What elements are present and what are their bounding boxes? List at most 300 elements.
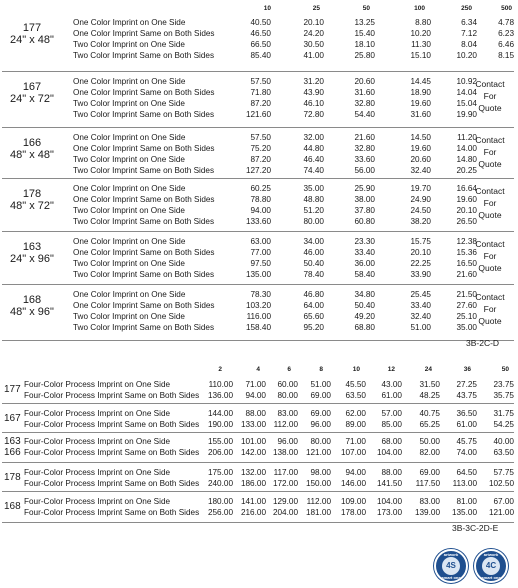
product-number: 163: [22, 241, 42, 253]
price-cell: 80.00: [303, 217, 324, 226]
price-cell: 117.50: [415, 479, 440, 488]
price-cell: 40.75: [419, 409, 440, 418]
table2-quantity-header: 24: [424, 366, 432, 373]
price-cell: 135.00: [451, 508, 477, 517]
price-cell: 32.00: [303, 133, 324, 142]
table1-quantity-header: 25: [312, 5, 320, 12]
price-cell: 133.00: [240, 420, 266, 429]
price-cell: 61.00: [456, 420, 477, 429]
price-cell: 142.00: [240, 448, 266, 457]
price-cell: 33.90: [410, 270, 431, 279]
price-cell: 10.20: [410, 29, 431, 38]
price-cell: 50.40: [354, 301, 375, 310]
price-cell: 50.40: [303, 259, 324, 268]
product-number: 167: [4, 413, 21, 424]
price-cell: 34.80: [354, 290, 375, 299]
price-cell: 57.75: [493, 468, 514, 477]
price-cell: 80.00: [277, 391, 298, 400]
table1-quantity-header: 50: [362, 5, 370, 12]
price-cell: 85.40: [250, 51, 271, 60]
imprint-option-label: One Color Imprint Same on Both Sides: [73, 144, 215, 153]
price-cell: 19.90: [456, 110, 477, 119]
price-cell: 21.60: [456, 270, 477, 279]
price-cell: 112.00: [306, 497, 331, 506]
price-cell: 181.00: [305, 508, 331, 517]
imprint-option-label: Four-Color Process Imprint Same on Both Sides: [24, 448, 200, 457]
price-cell: 138.00: [272, 448, 298, 457]
price-cell: 24.50: [410, 206, 431, 215]
price-cell: 31.50: [419, 380, 440, 389]
price-cell: 94.00: [250, 206, 271, 215]
price-cell: 64.50: [456, 468, 477, 477]
price-cell: 33.60: [354, 155, 375, 164]
price-cell: 25.80: [354, 51, 375, 60]
price-cell: 58.40: [354, 270, 375, 279]
table-row: [2, 236, 514, 247]
imprint-option-label: One Color Imprint on One Side: [73, 77, 186, 86]
contact-line: Contact: [475, 239, 505, 249]
price-cell: 129.00: [272, 497, 298, 506]
imprint-option-label: Two Color Imprint on One Side: [73, 312, 185, 321]
table2-quantity-header: 12: [387, 366, 395, 373]
price-cell: 63.00: [250, 237, 271, 246]
price-cell: 25.10: [456, 312, 477, 321]
table-row: [2, 258, 514, 269]
product-size: 48" x 96": [10, 306, 54, 318]
table-row: [2, 247, 514, 258]
imprint-option-label: One Color Imprint on One Side: [73, 18, 186, 27]
price-cell: 69.00: [419, 468, 440, 477]
price-cell: 82.00: [419, 448, 440, 457]
table-row: [2, 269, 514, 280]
price-cell: 32.40: [410, 312, 431, 321]
contact-line: For: [483, 91, 497, 101]
price-cell: 34.00: [303, 237, 324, 246]
price-cell: 144.00: [207, 409, 233, 418]
price-cell: 6.46: [498, 40, 514, 49]
price-cell: 175.00: [207, 468, 233, 477]
price-cell: 121.00: [488, 508, 514, 517]
price-cell: 46.80: [303, 290, 324, 299]
contact-line: Contact: [475, 79, 505, 89]
table1-product-block: [2, 234, 514, 285]
table1-quantity-header: 100: [414, 5, 425, 12]
price-cell: 31.20: [303, 77, 324, 86]
contact-line: For: [483, 304, 497, 314]
product-number: 166: [4, 447, 21, 458]
imprint-option-label: One Color Imprint on One Side: [73, 290, 186, 299]
price-cell: 23.75: [493, 380, 514, 389]
product-size: 48" x 48": [10, 149, 54, 161]
table-row: [2, 289, 514, 300]
price-cell: 15.04: [456, 99, 477, 108]
price-cell: 81.00: [456, 497, 477, 506]
price-cell: 135.00: [245, 270, 271, 279]
table-row: [2, 467, 514, 478]
imprint-option-label: Two Color Imprint Same on Both Sides: [73, 110, 215, 119]
table1-product-block: [2, 15, 514, 72]
price-cell: 15.75: [410, 237, 431, 246]
table-row: [2, 28, 514, 39]
product-number: 177: [22, 22, 42, 34]
price-cell: 46.40: [303, 155, 324, 164]
artwork-badge-4s: [434, 549, 468, 583]
imprint-option-label: One Color Imprint Same on Both Sides: [73, 88, 215, 97]
price-cell: 32.80: [354, 144, 375, 153]
price-cell: 88.00: [381, 468, 402, 477]
price-cell: 112.00: [273, 420, 298, 429]
table-row: [2, 419, 514, 430]
price-cell: 48.80: [303, 195, 324, 204]
price-cell: 121.60: [245, 110, 271, 119]
price-cell: 113.00: [452, 479, 477, 488]
price-cell: 78.30: [250, 290, 271, 299]
price-cell: 19.60: [410, 144, 431, 153]
contact-line: For: [483, 147, 497, 157]
price-cell: 132.00: [240, 468, 266, 477]
table-row: [2, 87, 514, 98]
price-cell: 178.00: [340, 508, 366, 517]
price-cell: 23.30: [354, 237, 375, 246]
price-cell: 216.00: [240, 508, 266, 517]
price-cell: 45.75: [456, 437, 477, 446]
price-cell: 97.50: [250, 259, 271, 268]
table-row: [2, 447, 514, 458]
price-cell: 133.60: [245, 217, 271, 226]
price-cell: 74.40: [303, 166, 324, 175]
price-cell: 31.60: [410, 110, 431, 119]
price-cell: 26.50: [456, 217, 477, 226]
price-cell: 94.00: [245, 391, 266, 400]
price-cell: 25.90: [354, 184, 375, 193]
imprint-option-label: Two Color Imprint on One Side: [73, 99, 185, 108]
price-cell: 35.75: [493, 391, 514, 400]
price-cell: 27.25: [456, 380, 477, 389]
price-cell: 71.00: [245, 380, 266, 389]
price-cell: 31.60: [354, 88, 375, 97]
price-cell: 20.60: [410, 155, 431, 164]
table1-quantity-header: 10: [263, 5, 271, 12]
contact-line: Contact: [475, 292, 505, 302]
price-cell: 43.00: [381, 380, 402, 389]
table-row: [2, 109, 514, 120]
table-row: [2, 76, 514, 87]
price-cell: 25.45: [410, 290, 431, 299]
price-cell: 77.00: [250, 248, 271, 257]
table1-quantity-header: 250: [461, 5, 472, 12]
price-cell: 117.00: [273, 468, 298, 477]
price-cell: 51.20: [303, 206, 324, 215]
price-cell: 67.00: [493, 497, 514, 506]
price-cell: 20.25: [456, 166, 477, 175]
price-cell: 35.00: [456, 323, 477, 332]
badge-bottom-text: smart one: [441, 575, 461, 580]
price-cell: 24.20: [303, 29, 324, 38]
price-cell: 116.00: [246, 312, 271, 321]
table-row: [2, 408, 514, 419]
price-cell: 240.00: [207, 479, 233, 488]
price-cell: 20.10: [303, 18, 324, 27]
price-cell: 16.50: [456, 259, 477, 268]
table1-product-block: [2, 287, 514, 341]
product-size: 24" x 96": [10, 253, 54, 265]
imprint-option-label: One Color Imprint on One Side: [73, 237, 186, 246]
table2-code: 3B-3C-2D-E: [452, 523, 499, 533]
contact-line: Quote: [478, 210, 502, 220]
badge-top-text: artwork: [483, 552, 499, 557]
table1-quantity-header: 500: [501, 5, 512, 12]
price-cell: 15.10: [410, 51, 431, 60]
table2-quantity-header: 10: [352, 366, 360, 373]
imprint-option-label: One Color Imprint on One Side: [73, 133, 186, 142]
price-cell: 18.10: [354, 40, 375, 49]
price-cell: 57.50: [250, 133, 271, 142]
price-cell: 15.40: [354, 29, 375, 38]
table-row: [2, 436, 514, 447]
price-cell: 51.00: [310, 380, 331, 389]
table-row: [2, 322, 514, 333]
price-cell: 66.50: [250, 40, 271, 49]
price-cell: 69.00: [310, 391, 331, 400]
price-cell: 74.00: [456, 448, 477, 457]
price-cell: 206.00: [207, 448, 233, 457]
table2-product-block: [2, 494, 514, 523]
price-cell: 10.92: [456, 77, 477, 86]
imprint-option-label: Four-Color Process Imprint Same on Both Sides: [24, 479, 200, 488]
price-cell: 68.00: [381, 437, 402, 446]
price-cell: 180.00: [207, 497, 233, 506]
price-cell: 49.20: [354, 312, 375, 321]
price-cell: 14.50: [410, 133, 431, 142]
imprint-option-label: Two Color Imprint Same on Both Sides: [73, 323, 215, 332]
table-row: [2, 379, 514, 390]
price-cell: 46.00: [303, 248, 324, 257]
table-row: [2, 194, 514, 205]
table2-product-block: [2, 406, 514, 433]
table1-product-block: [2, 181, 514, 232]
product-number: 168: [22, 294, 42, 306]
imprint-option-label: One Color Imprint on One Side: [73, 184, 186, 193]
price-cell: 65.60: [303, 312, 324, 321]
price-cell: 186.00: [240, 479, 266, 488]
price-cell: 103.20: [245, 301, 271, 310]
contact-line: For: [483, 251, 497, 261]
imprint-option-label: Four-Color Process Imprint on One Side: [24, 468, 171, 477]
table2-quantity-header: 2: [218, 366, 222, 373]
imprint-option-label: One Color Imprint Same on Both Sides: [73, 301, 215, 310]
price-cell: 83.00: [277, 409, 298, 418]
price-cell: 57.00: [381, 409, 402, 418]
imprint-option-label: One Color Imprint Same on Both Sides: [73, 29, 215, 38]
price-cell: 43.90: [303, 88, 324, 97]
price-cell: 43.75: [456, 391, 477, 400]
price-cell: 83.00: [419, 497, 440, 506]
price-cell: 51.00: [410, 323, 431, 332]
table-row: [2, 132, 514, 143]
price-cell: 33.40: [410, 301, 431, 310]
price-cell: 101.00: [240, 437, 266, 446]
imprint-option-label: Four-Color Process Imprint on One Side: [24, 497, 171, 506]
price-cell: 139.00: [414, 508, 440, 517]
imprint-option-label: Two Color Imprint on One Side: [73, 40, 185, 49]
price-cell: 78.40: [303, 270, 324, 279]
price-cell: 19.60: [410, 99, 431, 108]
price-cell: 127.20: [245, 166, 271, 175]
price-cell: 14.00: [456, 144, 477, 153]
table-row: [2, 300, 514, 311]
price-cell: 33.40: [354, 248, 375, 257]
price-cell: 21.60: [354, 133, 375, 142]
table-row: [2, 143, 514, 154]
imprint-option-label: Four-Color Process Imprint Same on Both Sides: [24, 508, 200, 517]
price-cell: 30.50: [303, 40, 324, 49]
contact-line: Contact: [475, 186, 505, 196]
price-cell: 8.80: [415, 18, 431, 27]
price-cell: 50.00: [419, 437, 440, 446]
product-size: 48" x 72": [10, 200, 54, 212]
imprint-option-label: Four-Color Process Imprint on One Side: [24, 409, 171, 418]
price-cell: 14.80: [456, 155, 477, 164]
price-cell: 19.70: [410, 184, 431, 193]
table2-quantity-header: 36: [463, 366, 471, 373]
price-cell: 20.60: [354, 77, 375, 86]
contact-for-quote: [468, 134, 512, 170]
price-cell: 141.00: [240, 497, 266, 506]
price-cell: 71.80: [250, 88, 271, 97]
contact-line: Quote: [478, 316, 502, 326]
price-cell: 61.00: [381, 391, 402, 400]
price-cell: 38.00: [354, 195, 375, 204]
contact-line: Quote: [478, 159, 502, 169]
badge-center-text: 4S: [442, 557, 460, 575]
price-cell: 57.50: [250, 77, 271, 86]
price-cell: 96.00: [310, 420, 331, 429]
table1-product-block: [2, 74, 514, 128]
price-cell: 20.10: [410, 248, 431, 257]
price-cell: 78.80: [250, 195, 271, 204]
product-size: 24" x 48": [10, 34, 54, 46]
price-cell: 68.80: [354, 323, 375, 332]
price-cell: 37.80: [354, 206, 375, 215]
price-cell: 32.80: [354, 99, 375, 108]
imprint-option-label: Two Color Imprint on One Side: [73, 155, 185, 164]
table-row: [2, 17, 514, 28]
price-cell: 56.00: [354, 166, 375, 175]
table2-quantity-header: 8: [319, 366, 323, 373]
table-row: [2, 390, 514, 401]
price-cell: 48.25: [419, 391, 440, 400]
table-row: [2, 154, 514, 165]
table-row: [2, 50, 514, 61]
price-cell: 40.50: [250, 18, 271, 27]
contact-line: Quote: [478, 263, 502, 273]
price-cell: 87.20: [250, 155, 271, 164]
price-cell: 11.30: [411, 40, 431, 49]
table1-product-block: [2, 130, 514, 179]
contact-line: Contact: [475, 135, 505, 145]
table2-quantity-header: 50: [501, 366, 509, 373]
price-cell: 141.50: [376, 479, 402, 488]
product-number: 177: [4, 384, 21, 395]
price-cell: 110.00: [208, 380, 233, 389]
price-cell: 45.50: [345, 380, 366, 389]
table2-product-block: [2, 434, 514, 463]
price-cell: 172.00: [272, 479, 298, 488]
price-cell: 88.00: [245, 409, 266, 418]
price-cell: 107.00: [340, 448, 366, 457]
product-number: 178: [22, 188, 42, 200]
price-cell: 19.60: [456, 195, 477, 204]
price-cell: 155.00: [207, 437, 233, 446]
price-cell: 10.20: [456, 51, 477, 60]
price-cell: 80.00: [310, 437, 331, 446]
price-cell: 11.20: [457, 133, 477, 142]
price-cell: 104.00: [376, 497, 402, 506]
table2-quantity-header: 6: [287, 366, 291, 373]
price-cell: 136.00: [207, 391, 233, 400]
imprint-option-label: One Color Imprint Same on Both Sides: [73, 248, 215, 257]
imprint-option-label: Four-Color Process Imprint Same on Both Sides: [24, 391, 200, 400]
price-cell: 12.38: [456, 237, 477, 246]
table1-code: 3B-2C-D: [466, 338, 500, 348]
table-row: [2, 98, 514, 109]
price-cell: 32.40: [410, 166, 431, 175]
price-cell: 21.50: [456, 290, 477, 299]
imprint-option-label: Two Color Imprint on One Side: [73, 206, 185, 215]
price-cell: 24.90: [410, 195, 431, 204]
price-cell: 102.50: [488, 479, 514, 488]
product-number: 178: [4, 472, 21, 483]
table-row: [2, 507, 514, 518]
price-cell: 54.40: [354, 110, 375, 119]
price-cell: 158.40: [245, 323, 271, 332]
price-cell: 54.25: [493, 420, 514, 429]
price-cell: 62.00: [345, 409, 366, 418]
product-number: 166: [22, 137, 42, 149]
price-cell: 60.80: [354, 217, 375, 226]
table-row: [2, 205, 514, 216]
table-row: [2, 496, 514, 507]
product-number: 163: [4, 436, 21, 447]
imprint-option-label: Four-Color Process Imprint on One Side: [24, 380, 171, 389]
price-cell: 46.10: [303, 99, 324, 108]
price-cell: 8.15: [498, 51, 514, 60]
price-cell: 60.00: [277, 380, 298, 389]
contact-for-quote: [468, 78, 512, 114]
table-row: [2, 183, 514, 194]
badge-top-text: artwork: [443, 552, 459, 557]
price-cell: 109.00: [340, 497, 366, 506]
price-cell: 190.00: [207, 420, 233, 429]
price-cell: 150.00: [305, 479, 331, 488]
imprint-option-label: Four-Color Process Imprint on One Side: [24, 437, 171, 446]
price-cell: 75.20: [250, 144, 271, 153]
badge-bottom-text: smart one: [481, 575, 501, 580]
artwork-badge-4c: [474, 549, 508, 583]
price-cell: 13.25: [354, 18, 375, 27]
table-row: [2, 216, 514, 227]
imprint-option-label: Two Color Imprint Same on Both Sides: [73, 51, 215, 60]
table-row: [2, 478, 514, 489]
price-cell: 104.00: [376, 448, 402, 457]
price-cell: 35.00: [303, 184, 324, 193]
table2-product-block: [2, 465, 514, 492]
price-cell: 41.00: [303, 51, 324, 60]
price-cell: 95.20: [303, 323, 324, 332]
product-number: 168: [4, 501, 21, 512]
price-cell: 27.60: [456, 301, 477, 310]
imprint-option-label: Two Color Imprint on One Side: [73, 259, 185, 268]
